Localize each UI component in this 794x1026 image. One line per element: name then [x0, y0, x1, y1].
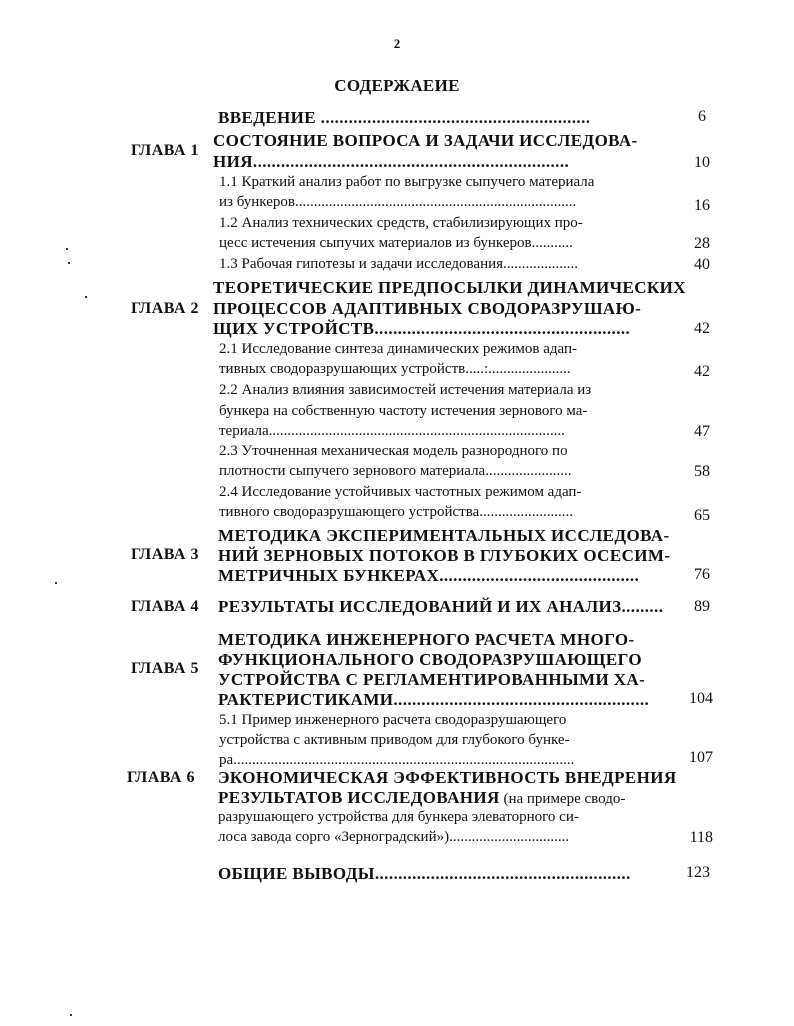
scan-speck — [68, 262, 70, 264]
toc-s13-line1: 1.3 Рабочая гипотезы и задачи исследования.................... — [219, 256, 579, 272]
toc-ch6-line1: ЭКОНОМИЧЕСКАЯ ЭФФЕКТИВНОСТЬ ВНЕДРЕНИЯ — [218, 768, 677, 787]
scan-speck — [66, 248, 68, 250]
toc-s51-page: 107 — [689, 749, 713, 766]
toc-s12-line1: 1.2 Анализ технических средств, стабилизирующих про- — [219, 215, 583, 231]
toc-ch5-line3: УСТРОЙСТВА С РЕГЛАМЕНТИРОВАННЫМИ ХА- — [218, 670, 646, 689]
scan-speck — [55, 582, 57, 584]
toc-ch5-page: 104 — [689, 690, 713, 707]
scan-speck — [70, 1014, 72, 1016]
toc-ch1-line1: СОСТОЯНИЕ ВОПРОСА И ЗАДАЧИ ИССЛЕДОВА- — [213, 131, 638, 150]
toc-ch5-line1: МЕТОДИКА ИНЖЕНЕРНОГО РАСЧЕТА МНОГО- — [218, 630, 635, 649]
toc-ch6-line2 — [218, 788, 625, 808]
toc-s11-line2: из бункеров........................................................................... — [219, 194, 577, 210]
toc-ch5-line4: РАКТЕРИСТИКАМИ....................................................... — [218, 690, 650, 709]
toc-s21-line1: 2.1 Исследование синтеза динамических режимов адап- — [219, 341, 577, 357]
toc-intro-page: 6 — [698, 108, 706, 125]
toc-s51-line3: ра........................................................................................... — [219, 752, 575, 768]
chapter-label-2: ГЛАВА 2 — [131, 300, 199, 317]
toc-ch1-line2: НИЯ.................................................................... — [213, 152, 570, 171]
toc-ch6-line2-rest: (на примере сводо- — [499, 791, 626, 807]
toc-ch6-line2-bold: РЕЗУЛЬТАТОВ ИССЛЕДОВАНИЯ — [218, 788, 500, 807]
toc-ch3-line3: МЕТРИЧНЫХ БУНКЕРАХ........................................... — [218, 566, 640, 585]
toc-ch2-page: 42 — [694, 320, 710, 337]
toc-s21-page: 42 — [694, 363, 710, 380]
toc-ch1-page: 10 — [694, 154, 710, 171]
page-number: 2 — [393, 36, 401, 51]
toc-ch4-page: 89 — [694, 598, 710, 615]
toc-s51-line2: устройства с активным приводом для глубокого бунке- — [219, 732, 570, 748]
toc-s51-line1: 5.1 Пример инженерного расчета сводоразрушающего — [219, 712, 567, 728]
toc-s22-line2: бункера на собственную частоту истечения зернового ма- — [219, 403, 588, 419]
toc-ch6-line3: разрушающего устройства для бункера элеваторного си- — [218, 809, 579, 825]
chapter-label-5: ГЛАВА 5 — [131, 660, 199, 677]
toc-s22-line1: 2.2 Анализ влияния зависимостей истечения материала из — [219, 382, 592, 398]
toc-s24-line1: 2.4 Исследование устойчивых частотных режимом адап- — [219, 484, 582, 500]
toc-ch2-line2: ПРОЦЕССОВ АДАПТИВНЫХ СВОДОРАЗРУШАЮ- — [213, 299, 642, 318]
toc-ch6-page: 118 — [689, 829, 713, 846]
toc-s24-line2: тивного сводоразрушающего устройства......................... — [219, 504, 574, 520]
toc-s13-page: 40 — [694, 256, 710, 273]
scan-speck — [85, 296, 87, 298]
toc-ch3-page: 76 — [694, 566, 710, 583]
toc-s22-page: 47 — [694, 423, 710, 440]
toc-ch3-line2: НИЙ ЗЕРНОВЫХ ПОТОКОВ В ГЛУБОКИХ ОСЕСИМ- — [218, 546, 671, 565]
toc-ch6-line4: лоса завода сорго «Зерноградский»)................................ — [218, 829, 570, 845]
toc-s23-page: 58 — [694, 463, 710, 480]
toc-s11-page: 16 — [694, 197, 710, 214]
toc-ch4-line1: РЕЗУЛЬТАТЫ ИССЛЕДОВАНИЙ И ИХ АНАЛИЗ......... — [218, 597, 664, 616]
toc-s11-line1: 1.1 Краткий анализ работ по выгрузке сыпучего материала — [219, 174, 595, 190]
toc-s23-line2: плотности сыпучего зернового материала....................... — [219, 463, 572, 479]
toc-s12-page: 28 — [694, 235, 710, 252]
chapter-label-6: ГЛАВА 6 — [127, 769, 195, 786]
toc-s24-page: 65 — [694, 507, 710, 524]
toc-conclusions-text: ОБЩИЕ ВЫВОДЫ....................................................... — [218, 864, 631, 883]
chapter-label-1: ГЛАВА 1 — [131, 142, 199, 159]
toc-s12-line2: цесс истечения сыпучих материалов из бункеров........... — [219, 235, 573, 251]
toc-ch3-line1: МЕТОДИКА ЭКСПЕРИМЕНТАЛЬНЫХ ИССЛЕДОВА- — [218, 526, 670, 545]
chapter-label-3: ГЛАВА 3 — [131, 546, 199, 563]
toc-s22-line3: териала............................................................................... — [219, 423, 565, 439]
toc-ch2-line3: ЩИХ УСТРОЙСТВ....................................................... — [213, 319, 631, 338]
page-title: СОДЕРЖАЕИЕ — [334, 76, 460, 95]
toc-conclusions-page: 123 — [686, 864, 710, 881]
chapter-label-4: ГЛАВА 4 — [131, 598, 199, 615]
toc-s23-line1: 2.3 Уточненная механическая модель разнородного по — [219, 443, 568, 459]
toc-s21-line2: тивных сводоразрушающих устройств.....:...................... — [219, 361, 571, 377]
toc-ch5-line2: ФУНКЦИОНАЛЬНОГО СВОДОРАЗРУШАЮЩЕГО — [218, 650, 643, 669]
toc-intro-text: ВВЕДЕНИЕ .......................................................... — [218, 108, 591, 127]
toc-ch2-line1: ТЕОРЕТИЧЕСКИЕ ПРЕДПОСЫЛКИ ДИНАМИЧЕСКИХ — [213, 278, 686, 297]
